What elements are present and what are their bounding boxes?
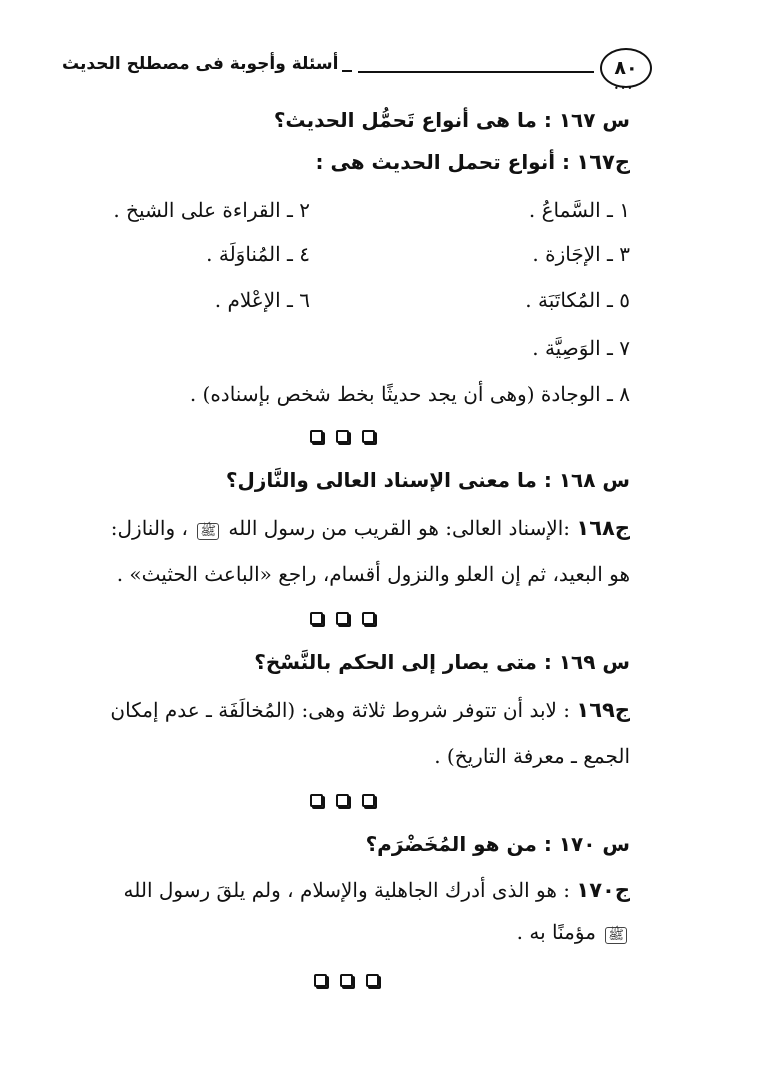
- list-item: ٥ ـ المُكاتَبَة .: [525, 288, 630, 312]
- list-item: ٦ ـ الإعْلام .: [214, 288, 310, 312]
- page-number: ٨٠: [600, 48, 652, 88]
- list-item: ٤ ـ المُناوَلَة .: [206, 242, 310, 266]
- question-167: س ١٦٧ : ما هى أنواع تَحمُّل الحديث؟: [273, 108, 630, 132]
- answer-170-text: : هو الذى أدرك الجاهلية والإسلام ، ولم يلقَ رسول الله: [123, 878, 571, 902]
- separator-square: [314, 974, 327, 987]
- question-170: س ١٧٠ : من هو المُخَضْرَم؟: [365, 832, 630, 856]
- question-168: س ١٦٨ : ما معنى الإسناد العالى والنَّازل؟: [225, 468, 630, 492]
- answer-168-line-1: [111, 516, 630, 542]
- list-item: ٧ ـ الوَصِيَّة .: [532, 336, 630, 360]
- separator-square: [340, 974, 353, 987]
- answer-169-line-2: الجمع ـ معرفة التاريخ) .: [434, 744, 630, 768]
- answer-170-line-1: [124, 878, 631, 902]
- separator-square: [362, 794, 375, 807]
- section-separator: [310, 612, 375, 625]
- page-number-ornament: •••: [614, 84, 635, 93]
- header-dash: [342, 70, 352, 72]
- answer-170-label: ج١٧٠: [576, 878, 630, 902]
- answer-167-label: ج١٦٧: [576, 150, 630, 174]
- section-separator: [314, 974, 379, 987]
- running-header-title: أسئلة وأجوبة فى مصطلح الحديث: [62, 54, 339, 74]
- answer-167-intro-line: [316, 150, 630, 174]
- header-rule: [358, 71, 594, 73]
- separator-square: [362, 612, 375, 625]
- separator-square: [336, 430, 349, 443]
- list-item: ١ ـ السَّماعُ .: [528, 198, 630, 222]
- answer-168-text: :الإسناد العالى: هو القريب من رسول الله: [228, 516, 571, 540]
- answer-169-line-1: [110, 698, 630, 722]
- question-169: س ١٦٩ : متى يصار إلى الحكم بالنَّسْخ؟: [254, 650, 630, 674]
- list-item: ٨ ـ الوجادة (وهى أن يجد حديثًا بخط شخص بإسناده) .: [189, 382, 630, 406]
- answer-168-line-2: هو البعيد، ثم إن العلو والنزول أقسام، راجع «الباعث الحثيث» .: [116, 562, 630, 586]
- sallam-ligature: ﷺ: [197, 523, 219, 540]
- section-separator: [310, 430, 375, 443]
- list-item: ٢ ـ القراءة على الشيخ .: [113, 198, 310, 222]
- answer-170-line-2: [517, 920, 630, 946]
- section-separator: [310, 794, 375, 807]
- answer-170-text-end: مؤمنًا به .: [516, 920, 596, 944]
- answer-169-label: ج١٦٩: [576, 698, 630, 722]
- separator-square: [310, 612, 323, 625]
- separator-square: [366, 974, 379, 987]
- separator-square: [310, 430, 323, 443]
- answer-168-text-end: ، والنازل:: [110, 516, 188, 540]
- answer-169-text: : لابد أن تتوفر شروط ثلاثة وهى: (المُخالَفَة ـ عدم إمكان: [110, 698, 571, 722]
- answer-167-intro: : أنواع تحمل الحديث هى :: [315, 150, 571, 174]
- separator-square: [336, 794, 349, 807]
- sallam-ligature: ﷺ: [605, 927, 627, 944]
- separator-square: [362, 430, 375, 443]
- answer-168-label: ج١٦٨: [576, 516, 630, 540]
- list-item: ٣ ـ الإجَازة .: [532, 242, 630, 266]
- separator-square: [336, 612, 349, 625]
- separator-square: [310, 794, 323, 807]
